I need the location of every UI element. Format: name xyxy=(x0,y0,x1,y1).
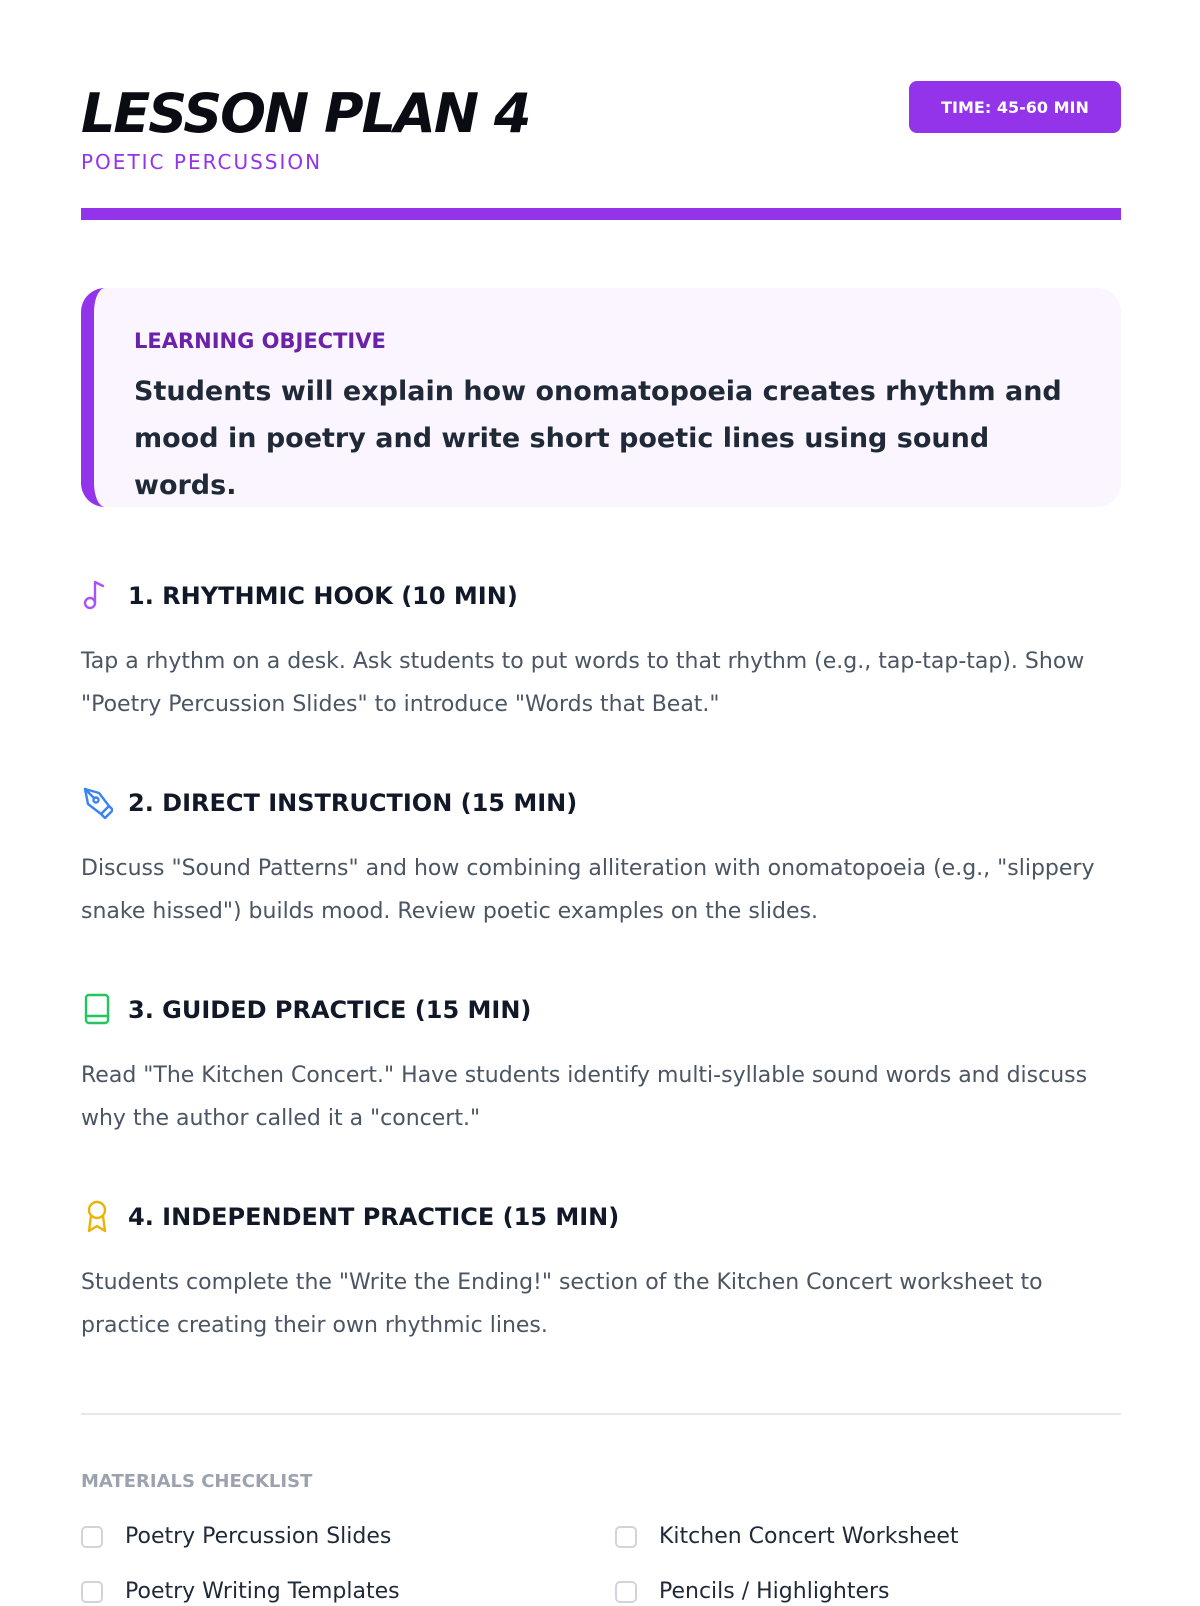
lesson-plan-page xyxy=(81,0,1121,1604)
lesson-header xyxy=(81,0,1121,222)
pen-tool-icon xyxy=(81,785,113,819)
checklist-item[interactable] xyxy=(615,1523,959,1551)
step-description: Students complete the "Write the Ending!" section of the Kitchen Concert worksheet to practice creating their own rhythmic lines. xyxy=(81,1270,1043,1338)
step-title: 4. INDEPENDENT PRACTICE (15 MIN) xyxy=(128,1203,620,1231)
step-independent-practice xyxy=(81,1199,1121,1347)
page-subtitle: POETIC PERCUSSION xyxy=(81,150,323,174)
section-divider xyxy=(81,1413,1121,1415)
header-divider xyxy=(81,208,1121,220)
objective-label: LEARNING OBJECTIVE xyxy=(134,329,386,353)
checkbox[interactable] xyxy=(81,1526,103,1548)
checklist-item-label: Poetry Writing Templates xyxy=(125,1579,400,1604)
step-direct-instruction xyxy=(81,785,1121,933)
step-title: 1. RHYTHMIC HOOK (10 MIN) xyxy=(128,582,518,610)
step-description: Discuss "Sound Patterns" and how combining alliteration with onomatopoeia (e.g., "slippery snake hissed") builds mood. Review poetic examples on the slides. xyxy=(81,856,1095,924)
checklist-item[interactable] xyxy=(615,1578,890,1606)
award-icon xyxy=(81,1199,113,1233)
time-badge: TIME: 45-60 MIN xyxy=(909,81,1121,133)
step-description: Read "The Kitchen Concert." Have students identify multi-syllable sound words and discuss why the author called it a "concert." xyxy=(81,1063,1088,1131)
step-title: 2. DIRECT INSTRUCTION (15 MIN) xyxy=(128,789,578,817)
step-guided-practice xyxy=(81,992,1121,1140)
checklist-item-label: Poetry Percussion Slides xyxy=(125,1524,392,1549)
step-rhythmic-hook xyxy=(81,578,1121,726)
music-note-icon xyxy=(81,578,113,612)
checklist-item[interactable] xyxy=(81,1523,391,1551)
checkbox[interactable] xyxy=(615,1526,637,1548)
checklist-item[interactable] xyxy=(81,1578,400,1606)
learning-objective-card xyxy=(81,288,1121,507)
checklist-item-label: Kitchen Concert Worksheet xyxy=(659,1524,959,1549)
book-icon xyxy=(81,992,113,1026)
step-title: 3. GUIDED PRACTICE (15 MIN) xyxy=(128,996,532,1024)
objective-text: Students will explain how onomatopoeia creates rhythm and mood in poetry and write short poetic lines using sound words. xyxy=(134,376,1062,501)
page-title: LESSON PLAN 4 xyxy=(81,82,530,145)
step-description: Tap a rhythm on a desk. Ask students to put words to that rhythm (e.g., tap-tap-tap). Show "Poetry Percussion Slides" to introduce "Words that Beat." xyxy=(81,649,1085,717)
materials-checklist-label: MATERIALS CHECKLIST xyxy=(81,1471,313,1492)
checklist-item-label: Pencils / Highlighters xyxy=(659,1579,890,1604)
